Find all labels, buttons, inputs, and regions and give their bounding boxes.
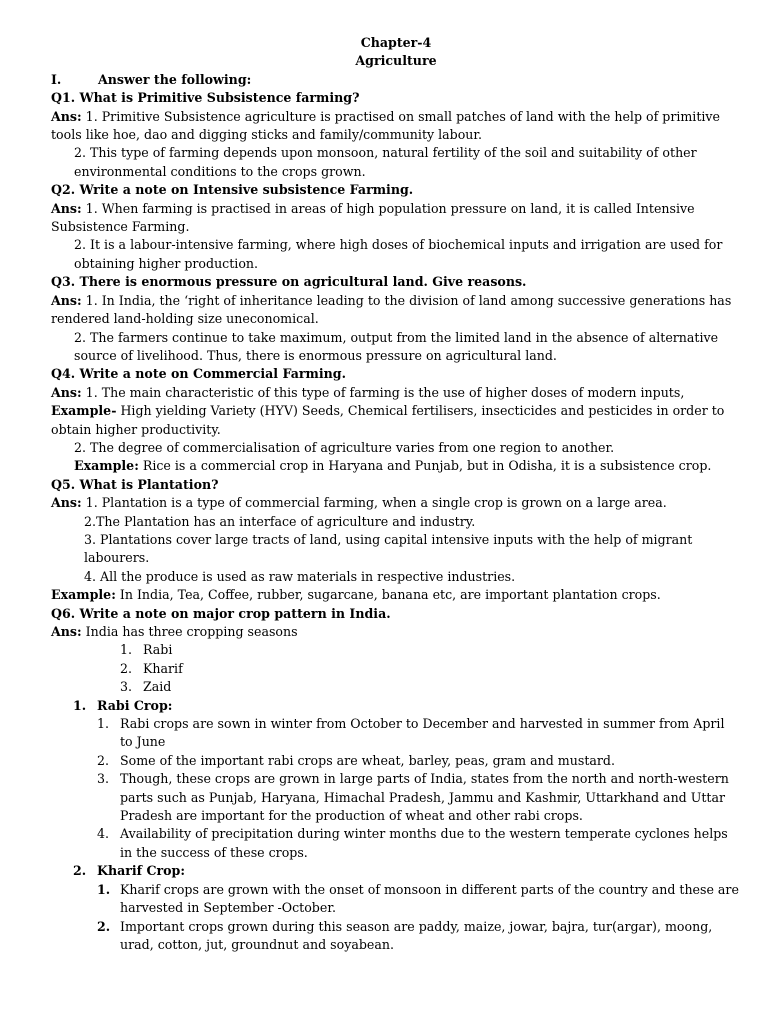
q6-question: Q6. Write a note on major crop pattern in India.: [51, 605, 391, 621]
q1-question: Q1. What is Primitive Subsistence farming?: [51, 90, 360, 106]
section-label: Answer the following:: [98, 71, 252, 87]
q4-answer-2: 2. The degree of commercialisation of agriculture varies from one region to another.: [74, 439, 615, 455]
document-page: [51, 34, 741, 954]
q5-answer-3: 3. Plantations cover large tracts of land, using capital intensive inputs with the help of migrant labourers.: [84, 531, 693, 566]
chapter-label: Chapter-4: [360, 35, 432, 50]
q5-answer-2: 2.The Plantation has an interface of agriculture and industry.: [84, 513, 476, 529]
list-item: 3. Zaid: [120, 679, 172, 695]
list-item: 2. Some of the important rabi crops are wheat, barley, peas, gram and mustard.: [97, 752, 615, 768]
q5-answer-4: 4. All the produce is used as raw materials in respective industries.: [84, 568, 516, 584]
page-title: Agriculture: [355, 53, 437, 69]
rabi-points: [51, 715, 741, 862]
q1-answer-2: 2. This type of farming depends upon monsoon, natural fertility of the soil and suitability of other environmental conditions to the crops grown.: [74, 145, 697, 179]
q3-question: Q3. There is enormous pressure on agricultural land. Give reasons.: [51, 274, 527, 290]
q2-answer-1: Ans: 1. When farming is practised in areas of high population pressure on land, it is called Intensive Subsistence Farming.: [51, 200, 695, 235]
q5-example: Example: In India, Tea, Coffee, rubber, sugarcane, banana etc, are important plantation crops.: [51, 587, 661, 603]
list-item: 1. Rabi: [120, 642, 173, 658]
q4-example-1: Example- High yielding Variety (HYV) Seeds, Chemical fertilisers, insecticides and pesticides in order to obtain higher productivity.: [51, 403, 725, 437]
q6-answer-intro: Ans: India has three cropping seasons: [51, 624, 298, 639]
kharif-heading: 2. Kharif Crop:: [73, 863, 185, 879]
list-item: 3. Though, these crops are grown in large parts of India, states from the north and north-western parts such as Punjab, Haryana, Himachal Pradesh, Jammu and Kashmir, Uttarkhand and Uttar Pradesh are important for the production of wheat and other rabi crops.: [97, 771, 729, 824]
q4-example-2: Example: Rice is a commercial crop in Haryana and Punjab, but in Odisha, it is a subsistence crop.: [74, 458, 712, 474]
season-list: [51, 641, 741, 696]
q5-question: Q5. What is Plantation?: [51, 476, 219, 492]
kharif-points: [51, 881, 741, 955]
section-heading: [51, 71, 741, 89]
q1-answer-1: Ans: 1. Primitive Subsistence agriculture is practised on small patches of land with the help of primitive tools like hoe, dao and digging sticks and family/community labour.: [51, 108, 720, 143]
q2-answer-2: 2. It is a labour-intensive farming, where high doses of biochemical inputs and irrigation are used for obtaining higher production.: [74, 237, 723, 271]
list-item: 4. Availability of precipitation during winter months due to the western temperate cyclones helps in the success of these crops.: [97, 826, 728, 860]
section-number: I.: [51, 71, 62, 87]
q4-question: Q4. Write a note on Commercial Farming.: [51, 366, 346, 382]
list-item: 1. Kharif crops are grown with the onset of monsoon in different parts of the country and these are harvested in September -October.: [97, 881, 739, 916]
list-item: 1. Rabi crops are sown in winter from October to December and harvested in summer from April to June: [97, 716, 725, 750]
q5-answer-1: Ans: 1. Plantation is a type of commercial farming, when a single crop is grown on a large area.: [51, 495, 667, 511]
q2-question: Q2. Write a note on Intensive subsistence Farming.: [51, 182, 414, 198]
list-item: 2. Kharif: [120, 660, 183, 676]
list-item: 2. Important crops grown during this season are paddy, maize, jowar, bajra, tur(argar), moong, urad, cotton, jut, groundnut and soyabean.: [97, 918, 713, 952]
q3-answer-2: 2. The farmers continue to take maximum, output from the limited land in the absence of alternative source of livelihood. Thus, there is enormous pressure on agricultural land.: [74, 329, 719, 363]
rabi-heading: 1. Rabi Crop:: [73, 697, 173, 713]
q3-answer-1: Ans: 1. In India, the ‘right of inheritance leading to the division of land among successive generations has rendered land-holding size uneconomical.: [51, 292, 732, 327]
q4-answer-1: Ans: 1. The main characteristic of this type of farming is the use of higher doses of modern inputs,: [51, 384, 685, 400]
